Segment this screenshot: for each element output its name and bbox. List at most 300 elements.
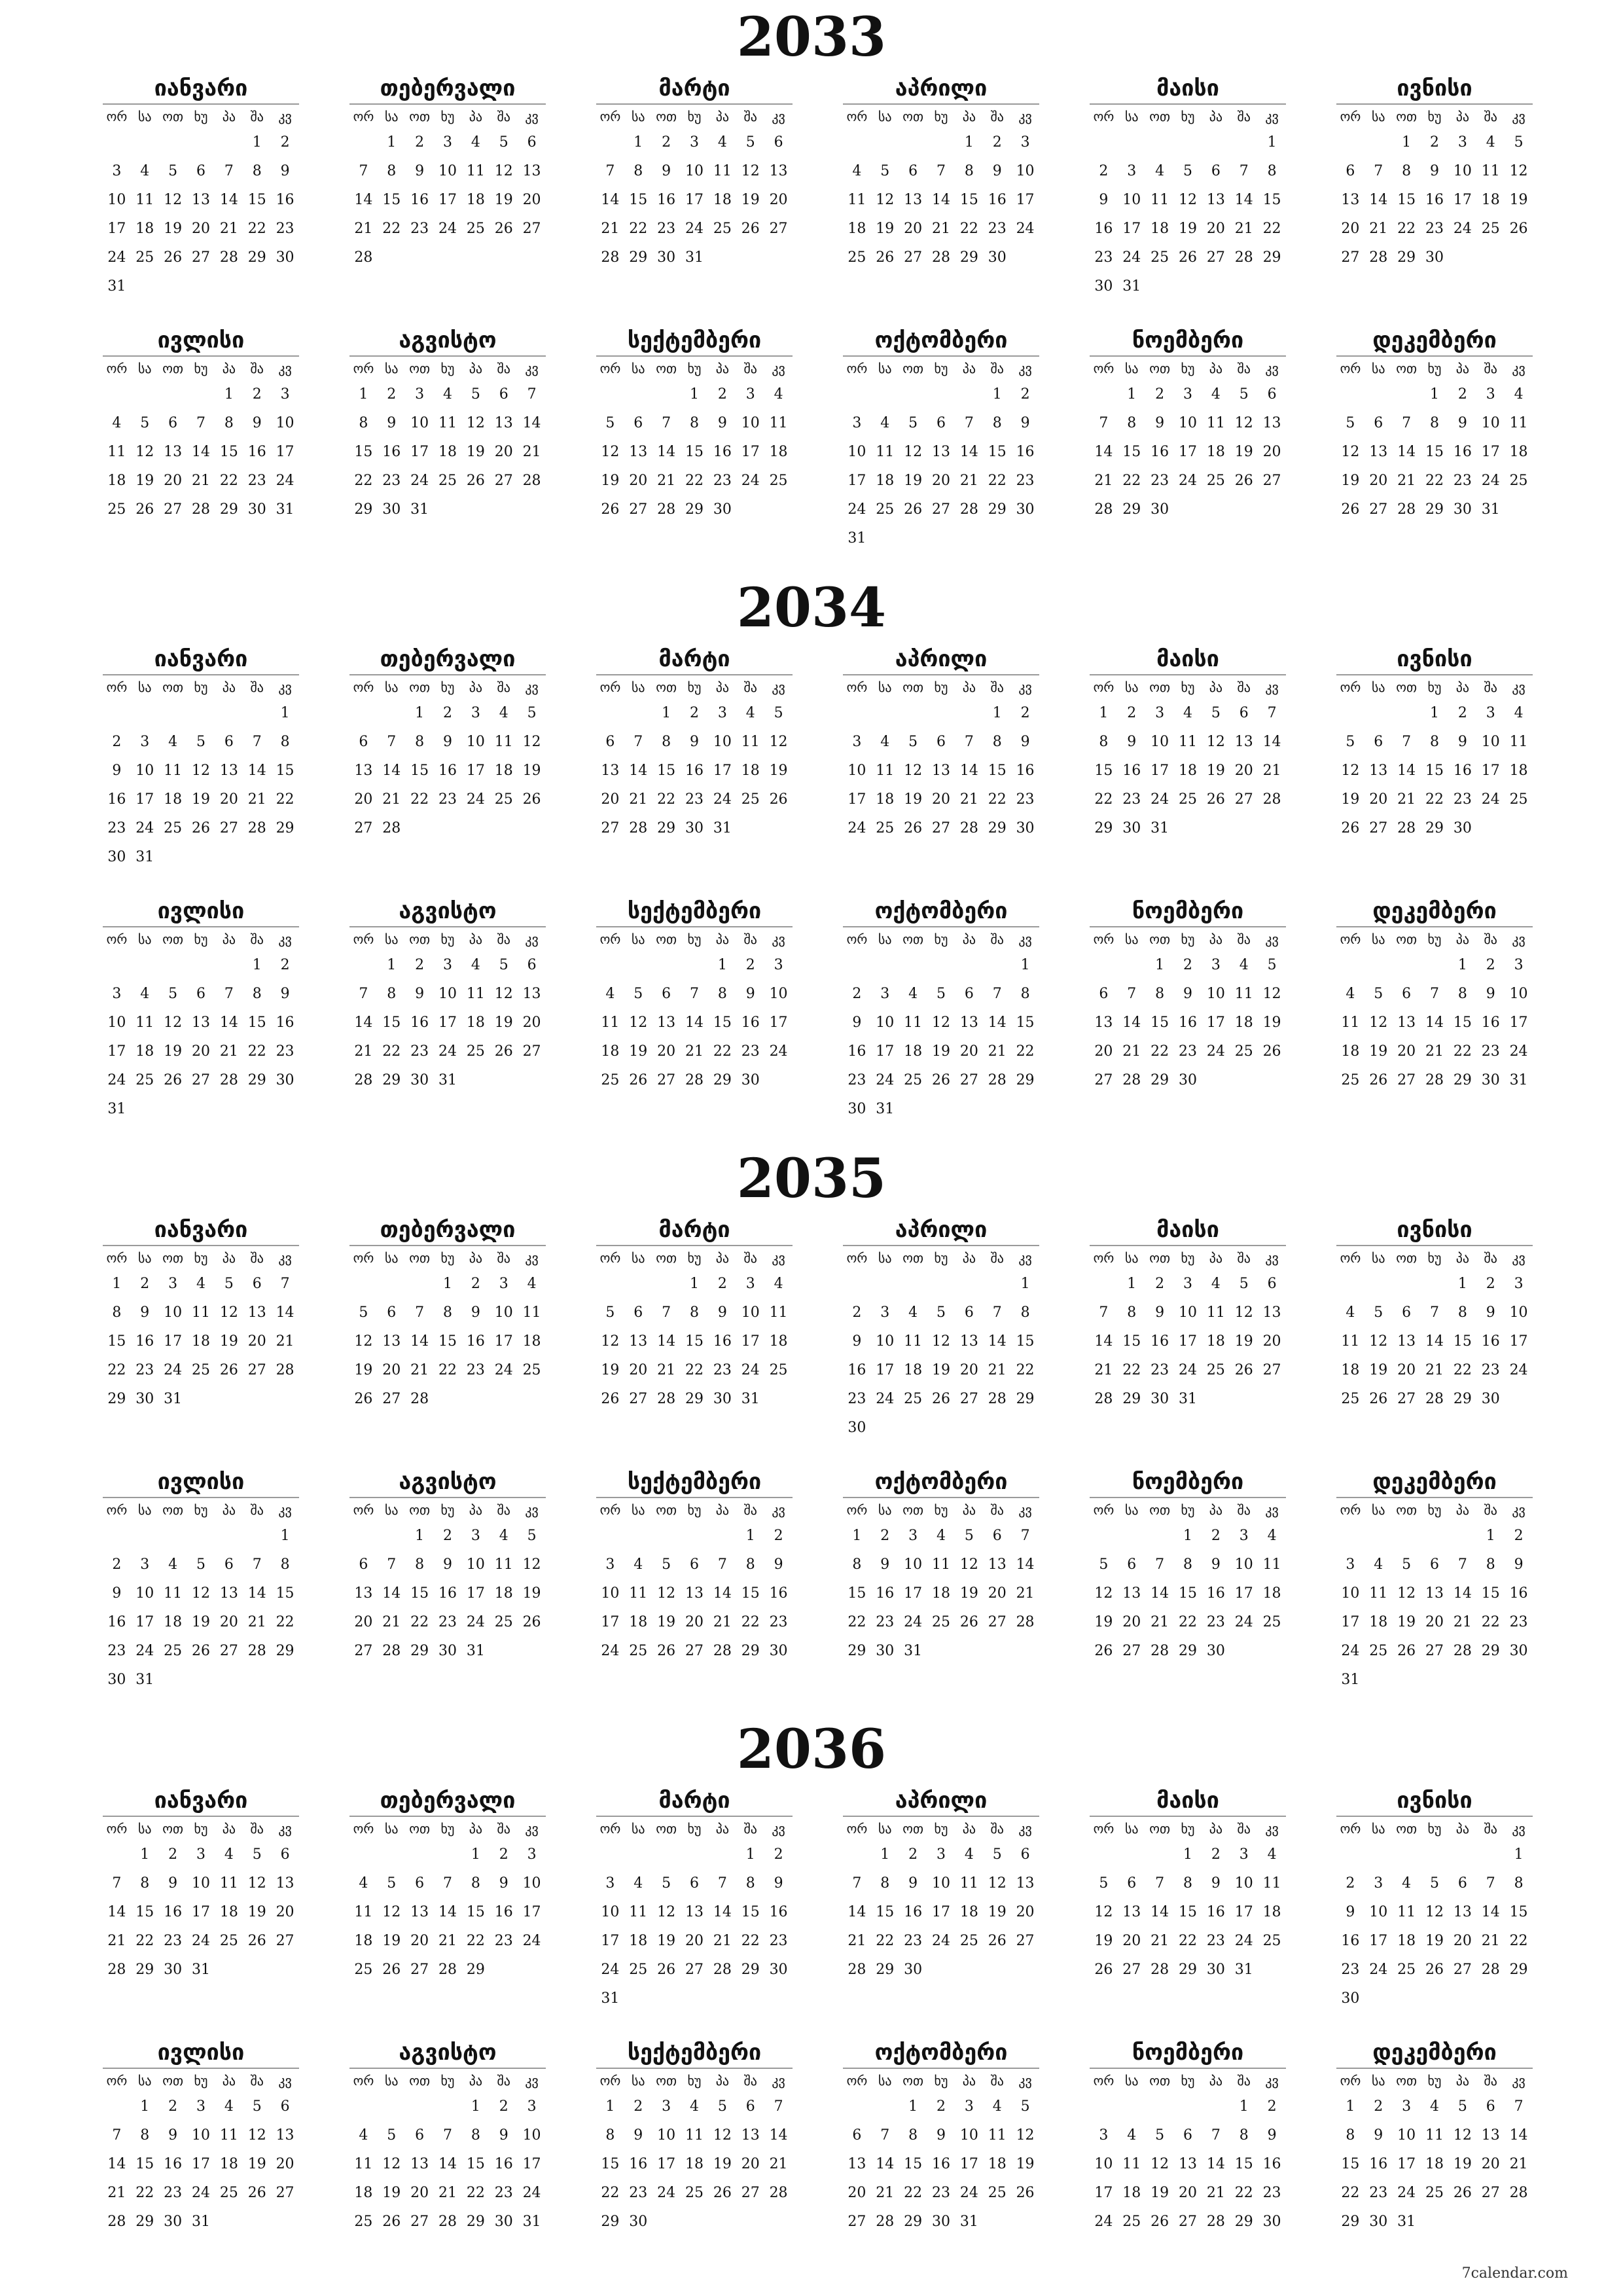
day-number: 30 (1369, 2214, 1388, 2230)
day-number: 26 (988, 1933, 1007, 1949)
weekday-header: სა (871, 926, 899, 951)
day-number: 28 (1094, 501, 1113, 518)
day-number: 3 (442, 134, 452, 151)
weekday-header: ხუ (927, 1245, 955, 1270)
weekday-header: პა (1202, 103, 1230, 128)
day-number: 6 (964, 986, 974, 1002)
day-number: 28 (657, 1391, 676, 1407)
day-number: 12 (657, 1585, 676, 1602)
day-number: 23 (1453, 473, 1472, 489)
day-number: 8 (471, 1875, 480, 1892)
month-calendar (103, 1785, 299, 1984)
day-number: 17 (1094, 2185, 1113, 2201)
day-number: 31 (959, 2214, 978, 2230)
day-number: 4 (442, 386, 452, 403)
weekday-header: ოთ (406, 355, 434, 380)
month-calendar (843, 1215, 1039, 1443)
weekday-header: პა (215, 355, 243, 380)
weekday-header: ორ (103, 355, 131, 380)
day-number: 28 (382, 820, 401, 836)
weekday-header: ხუ (1421, 1816, 1449, 1840)
day-number: 9 (1457, 415, 1467, 431)
day-number: 23 (1150, 473, 1169, 489)
weekday-header: ორ (103, 2068, 131, 2092)
day-number: 14 (713, 1904, 732, 1920)
day-number: 21 (247, 791, 266, 808)
day-number: 20 (219, 1614, 238, 1630)
day-number: 2 (662, 134, 671, 151)
day-number: 7 (1429, 986, 1439, 1002)
day-number: 18 (1397, 1933, 1416, 1949)
day-number: 15 (1094, 762, 1113, 779)
day-number: 21 (1150, 1614, 1169, 1630)
weekday-header: ოთ (406, 2068, 434, 2092)
day-number: 17 (438, 192, 457, 208)
weekday-header: შა (983, 355, 1011, 380)
day-number: 2 (1486, 957, 1495, 973)
day-number: 23 (1094, 249, 1113, 266)
day-number: 17 (522, 2156, 541, 2172)
day-number: 11 (685, 2127, 704, 2144)
weekday-header: შა (490, 1816, 518, 1840)
day-number: 21 (410, 1362, 429, 1378)
day-number: 25 (1509, 473, 1528, 489)
empty-day-cell (159, 1522, 187, 1551)
empty-day-cell (843, 2092, 871, 2121)
month-name: აპრილი (895, 646, 988, 672)
empty-day-cell (843, 380, 871, 409)
month-calendar (843, 1785, 1039, 1984)
day-number: 29 (988, 820, 1007, 836)
weekday-header: ხუ (187, 926, 215, 951)
day-number: 27 (164, 501, 183, 518)
month-calendar (596, 1785, 793, 2013)
weekday-header: ხუ (681, 1497, 709, 1522)
day-number: 20 (601, 791, 620, 808)
weekday-header: კვ (518, 2068, 546, 2092)
day-number: 30 (847, 1420, 866, 1436)
day-number: 21 (959, 473, 978, 489)
empty-day-cell (1364, 699, 1393, 728)
day-number: 1 (387, 134, 397, 151)
day-number: 22 (988, 791, 1007, 808)
month-day-grid (1090, 2068, 1286, 2236)
day-number: 24 (1341, 1643, 1360, 1659)
day-number: 27 (629, 501, 648, 518)
month-day-grid (596, 674, 793, 843)
weekday-header: კვ (518, 1497, 546, 1522)
day-number: 9 (140, 1304, 150, 1321)
day-number: 22 (876, 1933, 895, 1949)
weekday-header: შა (490, 355, 518, 380)
day-number: 3 (852, 415, 862, 431)
day-number: 27 (494, 473, 513, 489)
day-number: 2 (1155, 386, 1165, 403)
day-number: 26 (135, 501, 154, 518)
day-number: 21 (1425, 1362, 1444, 1378)
day-number: 30 (164, 2214, 183, 2230)
day-number: 14 (876, 2156, 895, 2172)
day-number: 28 (1206, 2214, 1225, 2230)
month-day-grid (1336, 1245, 1533, 1414)
day-number: 2 (908, 1846, 918, 1863)
day-number: 3 (717, 705, 727, 721)
weekday-header: ორ (103, 1245, 131, 1270)
day-number: 21 (1094, 473, 1113, 489)
month-day-grid (843, 103, 1039, 272)
month-name: ოქტომბერი (874, 2039, 1008, 2066)
day-number: 10 (107, 192, 126, 208)
day-number: 13 (164, 444, 183, 460)
weekday-header: შა (490, 1497, 518, 1522)
day-number: 7 (442, 1875, 452, 1892)
day-number: 5 (471, 386, 480, 403)
day-number: 30 (988, 249, 1007, 266)
weekday-header: სა (378, 926, 406, 951)
day-number: 14 (629, 762, 648, 779)
day-number: 9 (471, 1304, 480, 1321)
day-number: 20 (1016, 1904, 1035, 1920)
day-number: 12 (1094, 1585, 1113, 1602)
day-number: 23 (713, 1362, 732, 1378)
month-day-grid (103, 2068, 299, 2236)
weekday-header: ორ (596, 674, 624, 699)
day-number: 18 (601, 1043, 620, 1060)
day-number: 2 (471, 1276, 480, 1292)
weekday-header: კვ (764, 103, 793, 128)
day-number: 9 (1429, 163, 1439, 179)
day-number: 9 (936, 2127, 946, 2144)
day-number: 5 (1402, 1556, 1412, 1573)
month-name: ივლისი (157, 1469, 245, 1495)
day-number: 8 (1429, 415, 1439, 431)
day-number: 6 (774, 134, 783, 151)
month-name: აგვისტო (399, 2039, 497, 2066)
day-number: 11 (135, 1014, 154, 1031)
day-number: 20 (1397, 1043, 1416, 1060)
weekday-header: ხუ (187, 1245, 215, 1270)
day-number: 12 (601, 1333, 620, 1350)
empty-day-cell (1090, 951, 1118, 980)
day-number: 17 (164, 1333, 183, 1350)
day-number: 21 (1094, 1362, 1113, 1378)
day-number: 29 (904, 2214, 923, 2230)
day-number: 8 (1486, 1556, 1495, 1573)
empty-day-cell (1336, 951, 1364, 980)
month-calendar (1090, 1467, 1286, 1666)
day-number: 1 (1514, 1846, 1524, 1863)
day-number: 11 (1150, 192, 1169, 208)
weekday-header: სა (1118, 926, 1146, 951)
month-day-grid (103, 1245, 299, 1414)
day-number: 5 (168, 163, 178, 179)
day-number: 23 (1341, 1962, 1360, 1978)
weekday-header: ხუ (434, 355, 462, 380)
day-number: 20 (959, 1362, 978, 1378)
day-number: 25 (1481, 221, 1500, 237)
weekday-header: შა (983, 1245, 1011, 1270)
day-number: 4 (745, 705, 755, 721)
day-number: 28 (410, 1391, 429, 1407)
day-number: 3 (1402, 2098, 1412, 2115)
day-number: 21 (988, 1043, 1007, 1060)
day-number: 23 (494, 2185, 513, 2201)
weekday-header: ხუ (1421, 926, 1449, 951)
day-number: 12 (191, 1585, 210, 1602)
day-number: 18 (629, 1614, 648, 1630)
day-number: 26 (1341, 501, 1360, 518)
day-number: 22 (1481, 1614, 1500, 1630)
day-number: 8 (359, 415, 368, 431)
day-number: 25 (107, 501, 126, 518)
day-number: 23 (685, 791, 704, 808)
day-number: 11 (1262, 1556, 1281, 1573)
empty-day-cell (899, 951, 927, 980)
day-number: 13 (769, 163, 788, 179)
day-number: 21 (191, 473, 210, 489)
weekday-header: კვ (1011, 2068, 1039, 2092)
day-number: 30 (1425, 249, 1444, 266)
day-number: 24 (1016, 221, 1035, 237)
day-number: 30 (276, 249, 294, 266)
day-number: 27 (629, 1391, 648, 1407)
weekday-header: ოთ (159, 355, 187, 380)
day-number: 21 (276, 1333, 294, 1350)
month-name: მაისი (1156, 1787, 1219, 1814)
day-number: 26 (601, 1391, 620, 1407)
day-number: 28 (219, 249, 238, 266)
day-number: 5 (252, 1846, 262, 1863)
weekday-header: პა (215, 1245, 243, 1270)
weekday-header: ოთ (899, 926, 927, 951)
day-number: 18 (1369, 1614, 1388, 1630)
day-number: 21 (1509, 2156, 1528, 2172)
day-number: 1 (387, 957, 397, 973)
day-number: 10 (1369, 1904, 1388, 1920)
day-number: 24 (1234, 1614, 1253, 1630)
day-number: 8 (1457, 1304, 1467, 1321)
day-number: 7 (359, 163, 368, 179)
day-number: 31 (135, 849, 154, 865)
weekday-header: შა (243, 103, 271, 128)
day-number: 18 (1341, 1043, 1360, 1060)
day-number: 9 (1457, 734, 1467, 750)
day-number: 21 (382, 791, 401, 808)
day-number: 19 (522, 1585, 541, 1602)
day-number: 11 (1369, 1585, 1388, 1602)
weekday-header: სა (624, 1245, 652, 1270)
day-number: 11 (494, 1556, 513, 1573)
day-number: 14 (219, 1014, 238, 1031)
weekday-header: სა (871, 2068, 899, 2092)
day-number: 26 (904, 820, 923, 836)
month-calendar (1336, 1785, 1533, 2013)
day-number: 14 (1397, 444, 1416, 460)
day-number: 4 (1211, 1276, 1221, 1292)
day-number: 19 (466, 444, 485, 460)
day-number: 29 (247, 249, 266, 266)
day-number: 14 (685, 1014, 704, 1031)
day-number: 18 (164, 791, 183, 808)
day-number: 9 (717, 415, 727, 431)
day-number: 18 (354, 2185, 373, 2201)
day-number: 27 (1341, 249, 1360, 266)
day-number: 12 (522, 1556, 541, 1573)
weekday-header: ოთ (899, 1245, 927, 1270)
month-name: იანვარი (154, 1787, 248, 1814)
day-number: 10 (276, 415, 294, 431)
empty-day-cell (843, 1840, 871, 1869)
weekday-header: შა (1230, 1497, 1258, 1522)
empty-day-cell (843, 699, 871, 728)
day-number: 30 (494, 2214, 513, 2230)
day-number: 21 (522, 444, 541, 460)
day-number: 25 (769, 473, 788, 489)
day-number: 23 (382, 473, 401, 489)
day-number: 11 (1234, 986, 1253, 1002)
weekday-header: პა (1202, 674, 1230, 699)
day-number: 26 (219, 1362, 238, 1378)
month-day-grid (843, 2068, 1039, 2236)
day-number: 4 (689, 2098, 699, 2115)
day-number: 30 (1150, 1391, 1169, 1407)
day-number: 28 (1481, 1962, 1500, 1978)
day-number: 12 (713, 2127, 732, 2144)
day-number: 5 (936, 1304, 946, 1321)
day-number: 3 (605, 1875, 615, 1892)
weekday-header: პა (1202, 2068, 1230, 2092)
weekday-header: შა (243, 926, 271, 951)
empty-day-cell (103, 699, 131, 728)
empty-day-cell (1090, 380, 1118, 409)
day-number: 14 (1262, 734, 1281, 750)
weekday-header: ხუ (1421, 1497, 1449, 1522)
day-number: 5 (196, 734, 205, 750)
day-number: 23 (1425, 221, 1444, 237)
day-number: 30 (164, 1962, 183, 1978)
day-number: 23 (629, 2185, 648, 2201)
day-number: 17 (657, 2156, 676, 2172)
day-number: 4 (471, 957, 480, 973)
weekday-header: ხუ (681, 103, 709, 128)
day-number: 30 (657, 249, 676, 266)
day-number: 31 (1341, 1672, 1360, 1688)
day-number: 29 (1016, 1391, 1035, 1407)
day-number: 11 (107, 444, 126, 460)
day-number: 12 (629, 1014, 648, 1031)
empty-day-cell (1146, 1522, 1174, 1551)
day-number: 29 (107, 1391, 126, 1407)
day-number: 11 (466, 986, 485, 1002)
day-number: 29 (601, 2214, 620, 2230)
weekday-header: შა (490, 2068, 518, 2092)
day-number: 4 (196, 1276, 205, 1292)
weekday-header: შა (983, 103, 1011, 128)
month-day-grid (349, 103, 546, 272)
weekday-header: კვ (271, 926, 299, 951)
day-number: 19 (876, 221, 895, 237)
day-number: 1 (964, 134, 974, 151)
day-number: 6 (662, 986, 671, 1002)
empty-day-cell (1448, 1522, 1476, 1551)
day-number: 1 (1155, 957, 1165, 973)
empty-day-cell (983, 951, 1011, 980)
day-number: 31 (1178, 1391, 1197, 1407)
day-number: 3 (1514, 957, 1524, 973)
day-number: 11 (769, 1304, 788, 1321)
day-number: 16 (164, 2156, 183, 2172)
day-number: 31 (1122, 278, 1141, 295)
day-number: 20 (191, 221, 210, 237)
month-name: ოქტომბერი (874, 1469, 1008, 1495)
day-number: 8 (1183, 1875, 1192, 1892)
day-number: 10 (107, 1014, 126, 1031)
day-number: 1 (717, 957, 727, 973)
weekday-header: სა (624, 2068, 652, 2092)
day-number: 31 (191, 2214, 210, 2230)
weekday-header: პა (708, 926, 736, 951)
day-number: 25 (904, 1072, 923, 1088)
day-number: 15 (410, 1585, 429, 1602)
day-number: 10 (847, 762, 866, 779)
empty-day-cell (349, 699, 378, 728)
day-number: 4 (1183, 705, 1192, 721)
day-number: 23 (1453, 791, 1472, 808)
day-number: 19 (1178, 221, 1197, 237)
day-number: 30 (1016, 501, 1035, 518)
day-number: 21 (713, 1614, 732, 1630)
weekday-header: ხუ (1421, 1245, 1449, 1270)
day-number: 17 (1509, 1333, 1528, 1350)
day-number: 8 (1127, 415, 1137, 431)
month-day-grid (103, 103, 299, 301)
day-number: 10 (410, 415, 429, 431)
day-number: 3 (1239, 1846, 1249, 1863)
day-number: 4 (1346, 1304, 1355, 1321)
day-number: 28 (1453, 1643, 1472, 1659)
month-name: ნოემბერი (1132, 1469, 1244, 1495)
weekday-header: კვ (764, 1497, 793, 1522)
empty-day-cell (1421, 1840, 1449, 1869)
weekday-header: ოთ (1393, 926, 1421, 951)
day-number: 30 (1262, 2214, 1281, 2230)
day-number: 30 (410, 1072, 429, 1088)
day-number: 1 (140, 1846, 150, 1863)
day-number: 15 (276, 1585, 294, 1602)
day-number: 14 (959, 444, 978, 460)
weekday-header: ხუ (1174, 674, 1202, 699)
day-number: 8 (1429, 734, 1439, 750)
day-number: 6 (992, 1528, 1002, 1544)
day-number: 25 (191, 1362, 210, 1378)
day-number: 28 (354, 1072, 373, 1088)
day-number: 7 (1155, 1875, 1165, 1892)
day-number: 27 (959, 1072, 978, 1088)
month-day-grid (1336, 2068, 1533, 2236)
day-number: 24 (601, 1643, 620, 1659)
weekday-header: ხუ (434, 1816, 462, 1840)
weekday-header: ორ (349, 1497, 378, 1522)
day-number: 7 (1402, 734, 1412, 750)
day-number: 6 (168, 415, 178, 431)
day-number: 5 (224, 1276, 234, 1292)
month-name: მარტი (658, 1787, 730, 1814)
day-number: 9 (992, 163, 1002, 179)
day-number: 23 (107, 1643, 126, 1659)
empty-day-cell (624, 1522, 652, 1551)
day-number: 4 (359, 1875, 368, 1892)
weekday-header: პა (461, 674, 490, 699)
